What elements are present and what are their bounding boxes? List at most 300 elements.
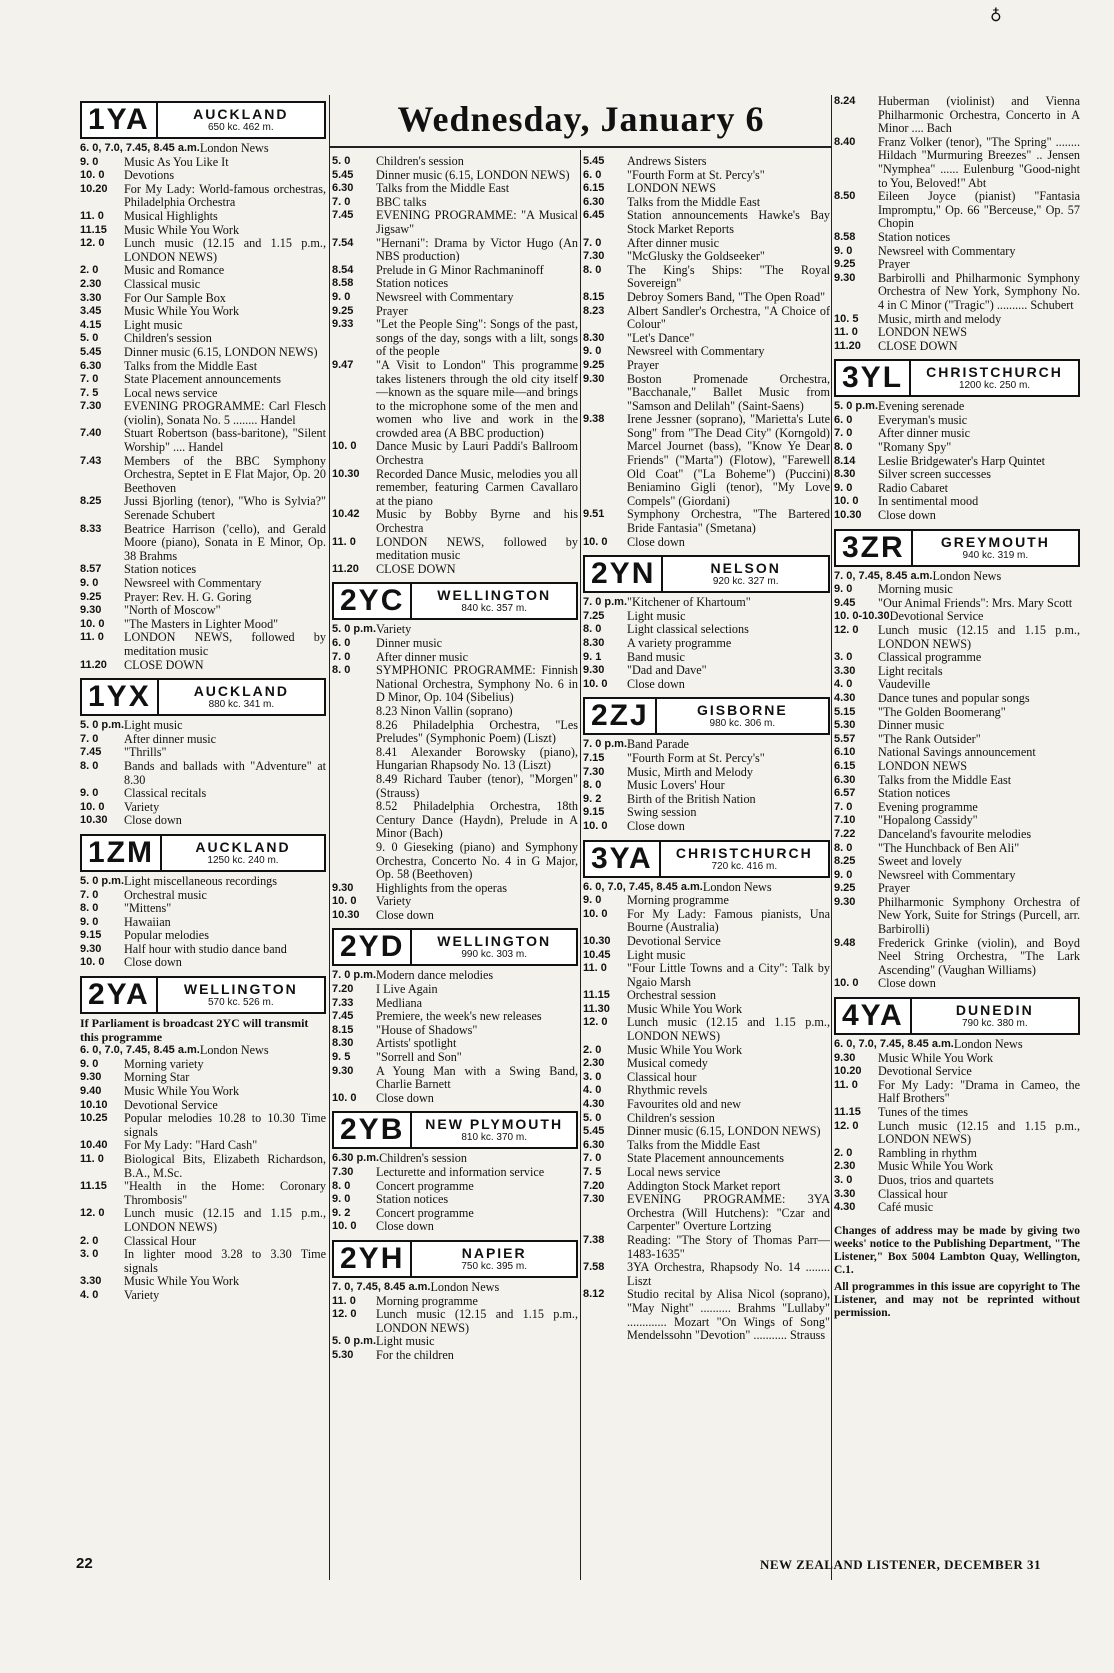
programme-entry [583, 169, 830, 183]
station-city: WELLINGTON [437, 933, 552, 950]
programme-time: 9. 0 [834, 583, 853, 596]
programme-title: Music, mirth and melody [878, 311, 1002, 326]
programme-time: 7.33 [332, 996, 354, 1009]
programme-time: 12. 0 [834, 624, 859, 636]
programme-entry [332, 623, 578, 637]
station-frequency: 1200 kc. 250 m. [958, 380, 1031, 392]
programme-entry [332, 1207, 578, 1221]
programme-entry [583, 1234, 830, 1261]
programme-entry [834, 787, 1080, 801]
programme-time: 10.40 [80, 1139, 108, 1152]
programme-time: 8. 0 [332, 664, 351, 677]
programme-time [332, 800, 376, 841]
programme-entry [834, 855, 1080, 869]
programme-title: Dinner music (6.15, LONDON NEWS) [627, 1124, 821, 1139]
programme-title: Everyman's music [878, 412, 968, 427]
station-frequency: 720 kc. 416 m. [711, 860, 778, 872]
programme-title: Symphony Orchestra, "The Bartered Bride Fantasia" (Smetana) [627, 507, 830, 536]
station-city: NEW PLYMOUTH [425, 1116, 564, 1133]
programme-title: Rambling in rhythm [878, 1145, 977, 1160]
programme-time: 7. 0 [332, 195, 351, 208]
programme-title: Local news service [124, 385, 218, 400]
programme-entry [834, 692, 1080, 706]
station-frequency: 920 kc. 327 m. [712, 576, 779, 588]
programme-title: Music As You Like It [124, 154, 229, 169]
station-header [80, 976, 326, 1014]
column-divider [329, 95, 330, 1580]
programme-entry [80, 760, 326, 787]
programme-time: 10. 0 [583, 819, 608, 832]
programme-title: Sweet and lovely [878, 854, 962, 869]
station-section [834, 529, 1080, 991]
programme-title: Variety [124, 799, 160, 814]
programme-entry [332, 1281, 578, 1295]
programme-entry [583, 935, 830, 949]
programme-title: Silver screen successes [878, 467, 992, 482]
programme-title: Leslie Bridgewater's Harp Quintet [878, 453, 1046, 468]
programme-title: Hawaiian [124, 914, 171, 929]
programme-entry [834, 842, 1080, 856]
programme-title: Music, Mirth and Melody [627, 764, 753, 779]
programme-time: 7. 0 [80, 888, 99, 901]
programme-entry [834, 896, 1080, 937]
programme-time [332, 746, 376, 773]
programme-title: Close down [627, 818, 685, 833]
programme-title: Premiere, the week's new releases [376, 1009, 542, 1024]
programme-title: London News [430, 1279, 500, 1294]
programme-title: LONDON NEWS, followed by meditation music [376, 534, 578, 563]
programme-entry [80, 1085, 326, 1099]
station-section [80, 834, 326, 970]
programme-time: 4.30 [834, 1201, 856, 1214]
programme-time: 9.30 [332, 881, 354, 894]
programme-time: 5. 0 [332, 155, 351, 167]
programme-time: 6. 0, 7.0, 7.45, 8.45 a.m. [583, 880, 703, 893]
programme-title: Light music [124, 718, 183, 733]
programme-time: 8.50 [834, 190, 856, 203]
programme-title: Music While You Work [124, 304, 240, 319]
programme-title: Andrews Sisters [627, 155, 707, 168]
programme-title: Tunes of the times [878, 1105, 968, 1119]
station-section [583, 555, 830, 691]
programme-entry [332, 664, 578, 705]
programme-time: 12. 0 [80, 1207, 105, 1220]
station-frequency: 810 kc. 370 m. [461, 1132, 527, 1144]
programme-entry [834, 977, 1080, 991]
programme-entry [80, 373, 326, 387]
programme-entry [80, 787, 326, 801]
programme-title: EVENING PROGRAMME: Carl Flesch (violin), Sonata No. 5 ........ Handel [124, 399, 326, 427]
programme-title: "The Hunchback of Ben Ali" [878, 840, 1020, 855]
station-callsign: 1ZM [82, 836, 162, 870]
programme-title: Talks from the Middle East [627, 1137, 761, 1152]
programme-title: Popular melodies 10.28 to 10.30 Time signals [124, 1111, 326, 1139]
programme-time: 7. 0, 7.45, 8.45 a.m. [332, 1280, 431, 1293]
programme-title: 8.23 Ninon Vallin (soprano) [376, 703, 513, 718]
programme-time: 8. 0 [80, 902, 99, 915]
programme-entry [583, 908, 830, 935]
programme-time: 9. 0 [80, 577, 99, 589]
programme-title: Medliana [376, 995, 423, 1010]
programme-time: 11.15 [80, 1180, 107, 1193]
programme-time: 6. 0, 7.0, 7.45, 8.45 a.m. [80, 142, 200, 154]
programme-time: 6.30 [80, 359, 102, 372]
page-title: Wednesday, January 6 [397, 99, 765, 139]
programme-entry [80, 1248, 326, 1275]
programme-time: 9.48 [834, 936, 856, 949]
programme-time: 5. 0 p.m. [834, 400, 879, 413]
programme-entry [332, 909, 578, 923]
programme-entry [583, 1098, 830, 1112]
programme-title: Music While You Work [627, 1042, 743, 1057]
programme-entry [834, 570, 1080, 584]
programme-time: 10. 0 [332, 440, 357, 453]
programme-time: 10.30 [834, 509, 862, 522]
programme-entry [80, 1275, 326, 1289]
programme-entry [80, 1044, 326, 1058]
programme-entry [583, 962, 830, 989]
programme-time: 10. 0 [332, 1220, 357, 1233]
programme-time: 9. 5 [332, 1051, 351, 1064]
programme-entry [583, 1084, 830, 1098]
programme-time: 8.58 [332, 277, 354, 290]
programme-title: Close down [627, 534, 685, 549]
programme-time: 11. 0 [583, 962, 607, 975]
programme-entry [834, 482, 1080, 496]
programme-entry [583, 1152, 830, 1166]
programme-entry [80, 427, 326, 454]
programme-title: Close down [124, 813, 182, 828]
programme-entry [332, 536, 578, 563]
programme-time: 4. 0 [834, 678, 853, 691]
programme-time: 5.45 [332, 168, 354, 181]
programme-entry [332, 1051, 578, 1065]
station-callsign: 4YA [836, 999, 912, 1033]
programme-entry [583, 155, 830, 169]
programme-entry [332, 705, 578, 719]
programme-entry [583, 291, 830, 305]
programme-title: Danceland's favourite melodies [878, 826, 1032, 841]
programme-entry [80, 801, 326, 815]
station-header [332, 1111, 578, 1149]
programme-entry [834, 245, 1080, 259]
programme-entry [834, 801, 1080, 815]
programme-title: Favourites old and new [627, 1097, 742, 1112]
station-header [583, 697, 830, 735]
programme-entry [332, 468, 578, 509]
programme-title: "North of Moscow" [124, 603, 221, 618]
station-callsign: 3YA [585, 842, 661, 876]
programme-title: Variety [376, 622, 412, 637]
programme-time: 7. 0 p.m. [583, 596, 628, 609]
programme-entry [332, 359, 578, 441]
programme-time: 11.20 [834, 339, 861, 352]
programme-time: 5.30 [332, 1348, 354, 1361]
programme-title: Classical music [124, 276, 201, 291]
programme-time: 8.30 [834, 468, 856, 481]
programme-time: 8.24 [834, 95, 856, 107]
programme-time: 12. 0 [583, 1016, 608, 1029]
station-city: AUCKLAND [193, 106, 289, 122]
copyright-notice: All programmes in this issue are copyright to The Listener, and may not be reprinted without permission. [834, 1280, 1080, 1319]
programme-time: 6.15 [583, 182, 605, 195]
station-info [657, 699, 828, 733]
programme-time: 11. 0 [80, 1153, 104, 1165]
programme-title: Eileen Joyce (pianist) "Fantasia Impromptu," Op. 66 "Berceuse," Op. 57 Chopin [878, 189, 1080, 231]
programme-time: 7.22 [834, 827, 856, 840]
programme-time: 7. 5 [80, 386, 99, 399]
programme-title: Café music [878, 1200, 934, 1215]
station-city: DUNEDIN [955, 1002, 1034, 1019]
programme-title: "Fourth Form at St. Percy's" [627, 167, 765, 182]
programme-entry [583, 1044, 830, 1058]
programme-title: BBC talks [376, 194, 427, 209]
programme-entry [332, 1335, 578, 1349]
programme-title: "McGlusky the Goldseeker" [627, 249, 765, 264]
programme-title: Radio Cabaret [878, 480, 949, 495]
programme-title: Station notices [878, 786, 951, 801]
programme-entry [332, 1010, 578, 1024]
programme-time: 6.30 [583, 1138, 605, 1151]
programme-title: Local news service [627, 1165, 721, 1179]
programme-time: 9. 1 [583, 650, 602, 663]
station-section [583, 840, 830, 1343]
corner-mark: ♁ [990, 6, 1002, 25]
programme-title: Lecturette and information service [376, 1165, 545, 1179]
programme-title: Light music [627, 947, 686, 962]
programme-entry [80, 956, 326, 970]
programme-entry [80, 1071, 326, 1085]
programme-time: 9. 0 [834, 481, 853, 494]
programme-entry [583, 237, 830, 251]
programme-title: Lunch music (12.15 and 1.15 p.m., LONDON NEWS) [124, 236, 326, 264]
station-callsign: 2YA [82, 978, 158, 1012]
programme-time: 2.30 [834, 1160, 856, 1173]
programme-entry [332, 1024, 578, 1038]
station-info [912, 999, 1078, 1033]
programme-title: Devotional Service [889, 609, 984, 624]
programme-title: Dinner music [878, 718, 945, 733]
programme-time: 10.30 [80, 814, 108, 827]
programme-entry [80, 278, 326, 292]
programme-title: Dance Music by Lauri Paddi's Ballroom Orchestra [376, 439, 578, 468]
programme-title: Concert programme [376, 1178, 474, 1193]
programme-title: Classical hour [627, 1069, 697, 1084]
programme-title: A Young Man with a Swing Band, Charlie Barnett [376, 1063, 578, 1092]
programme-entry [332, 882, 578, 896]
programme-entry [834, 828, 1080, 842]
programme-entry [834, 414, 1080, 428]
programme-time: 7.15 [583, 751, 605, 764]
programme-entry [332, 637, 578, 651]
station-section [332, 928, 578, 1105]
programme-entry [80, 604, 326, 618]
programme-entry [80, 1112, 326, 1139]
programme-title: "The Rank Outsider" [878, 731, 981, 746]
programme-time: 9.30 [583, 664, 605, 677]
programme-title: 9. 0 Gieseking (piano) and Symphony Orchestra, Concerto No. 4 in G Major, Op. 58 (Beethoven) [376, 839, 578, 882]
programme-entry [834, 326, 1080, 340]
programme-time: 7.54 [332, 236, 354, 249]
station-callsign: 3YL [836, 361, 911, 395]
station-frequency: 880 kc. 341 m. [208, 699, 275, 711]
programme-title: Boston Promenade Orchestra, "Bacchanale," Ballet Music from "Samson and Delilah" (Saint-Saens) [627, 371, 830, 413]
programme-time: 10. 5 [834, 312, 859, 325]
programme-title: EVENING PROGRAMME: "A Musical Jigsaw" [376, 208, 578, 236]
programme-time: 9.30 [834, 895, 856, 908]
programme-title: For Our Sample Box [124, 290, 226, 305]
programme-entry [834, 1106, 1080, 1120]
station-info [661, 842, 828, 876]
programme-entry [834, 665, 1080, 679]
programme-time: 5.45 [583, 1125, 605, 1138]
programme-time: 3.45 [80, 305, 102, 318]
station-info [663, 557, 828, 591]
programme-title: Talks from the Middle East [376, 181, 510, 196]
column-4 [834, 95, 1080, 1320]
programme-title: Vaudeville [878, 677, 931, 692]
programme-time: 8. 0 [583, 779, 602, 792]
programme-time: 5. 0 p.m. [80, 874, 125, 887]
programme-entry [834, 651, 1080, 665]
programme-entry [834, 1052, 1080, 1066]
programme-time: 9. 0 [583, 345, 602, 358]
programme-time: 8.15 [583, 290, 605, 303]
programme-entry [583, 1261, 830, 1288]
programme-time: 7.30 [332, 1166, 354, 1178]
footer-masthead: NEW ZEALAND LISTENER, DECEMBER 31 [760, 1557, 1042, 1572]
programme-title: Newsreel with Commentary [878, 243, 1016, 258]
programme-time: 7. 0 [80, 732, 99, 745]
programme-time: 8.58 [834, 230, 856, 243]
programme-title: Reading: "The Story of Thomas Parr—1483-1635" [627, 1232, 830, 1261]
station-frequency: 650 kc. 462 m. [208, 122, 274, 133]
programme-title: Dinner music (6.15, LONDON NEWS) [376, 167, 570, 182]
programme-time [332, 719, 376, 746]
programme-time: 9.15 [583, 806, 605, 819]
station-frequency: 980 kc. 306 m. [709, 718, 776, 730]
programme-entry [834, 882, 1080, 896]
programme-entry [332, 1180, 578, 1194]
programme-entry [583, 766, 830, 780]
programme-title: Station announcements Hawke's Bay Stock Market Reports [627, 208, 830, 236]
programme-entry [80, 1235, 326, 1249]
station-info [412, 1113, 576, 1147]
programme-entry [834, 1188, 1080, 1202]
station-section [332, 1240, 578, 1363]
programme-time: 6.30 [583, 195, 605, 208]
programme-title: Musical comedy [627, 1056, 708, 1071]
programme-entry [80, 224, 326, 238]
programme-title: Station notices [376, 276, 449, 291]
programme-entry [332, 841, 578, 882]
programme-entry [332, 182, 578, 196]
station-info [412, 1242, 576, 1276]
programme-entry [332, 1349, 578, 1363]
programme-title: Music by Bobby Byrne and his Orchestra [376, 507, 578, 536]
programme-title: Recorded Dance Music, melodies you all remember, featuring Carmen Cavallaro at the piano [376, 466, 578, 508]
station-city: NAPIER [461, 1244, 527, 1261]
programme-time: 10. 0 [332, 895, 357, 908]
programme-entry [834, 774, 1080, 788]
programme-time: 2. 0 [80, 264, 99, 277]
station-header [80, 101, 326, 139]
programme-entry [583, 1139, 830, 1153]
programme-time: 5. 0 [80, 332, 99, 345]
programme-entry [80, 346, 326, 360]
station-frequency: 570 kc. 526 m. [208, 997, 274, 1009]
programme-title: A variety programme [627, 636, 732, 650]
programme-title: I Live Again [376, 982, 438, 997]
column-divider [831, 95, 832, 1580]
station-callsign: 2YC [334, 584, 412, 618]
programme-title: "Mittens" [124, 901, 172, 916]
programme-time: 9. 0 [834, 244, 853, 257]
programme-time [332, 773, 376, 800]
programme-title: 8.41 Alexander Borowsky (piano), Hungarian Rhapsody No. 13 (Liszt) [376, 744, 578, 773]
programme-time: 4. 0 [583, 1084, 602, 1097]
programme-time: 11.20 [80, 658, 107, 671]
programme-entry [332, 983, 578, 997]
programme-title: Orchestral session [627, 988, 717, 1003]
programme-entry [80, 618, 326, 632]
programme-time: 6.57 [834, 787, 856, 800]
programme-entry [834, 719, 1080, 733]
change-of-address-notice: Changes of address may be made by giving two weeks' notice to the Publishing Department, "The Listener," Box 5004 Lambton Quay, Wellington, C.1. [834, 1224, 1080, 1276]
programme-time: 2.30 [583, 1057, 605, 1070]
programme-entry [583, 1016, 830, 1043]
programme-entry [583, 1003, 830, 1017]
programme-entry [332, 773, 578, 800]
programme-entry [583, 345, 830, 359]
station-section [80, 678, 326, 828]
programme-time: 5. 0 p.m. [332, 623, 377, 636]
programme-entry [80, 523, 326, 564]
programme-title: "Hernani": Drama by Victor Hugo (An NBS production) [376, 235, 578, 264]
programme-entry [332, 508, 578, 535]
programme-time: 5.30 [834, 719, 856, 732]
programme-time: 7.30 [583, 250, 605, 263]
programme-entry [80, 943, 326, 957]
station-callsign: 3ZR [836, 531, 913, 565]
programme-entry [80, 733, 326, 747]
programme-time: 9. 0 [583, 894, 602, 907]
programme-title: Birth of the British Nation [627, 791, 756, 806]
programme-title: Children's session [379, 1151, 467, 1166]
programme-entry [583, 1193, 830, 1234]
programme-time: 9.30 [583, 372, 605, 385]
programme-entry [583, 806, 830, 820]
programme-entry [583, 508, 830, 535]
programme-title: Talks from the Middle East [878, 772, 1012, 787]
title-rule [330, 146, 832, 148]
programme-time: 7.58 [583, 1261, 605, 1274]
programme-title: For My Lady: "Drama in Cameo, the Half Brothers" [878, 1077, 1080, 1106]
programme-title: Lunch music (12.15 and 1.15 p.m., LONDON NEWS) [376, 1307, 578, 1335]
programme-time: 10.30 [583, 934, 611, 947]
programme-title: After dinner music [878, 426, 971, 441]
programme-title: Morning programme [627, 893, 729, 908]
programme-title: Barbirolli and Philharmonic Symphony Orchestra of New York, Symphony No. 4 in C Minor ("Tragic") .......... Schubert [878, 270, 1080, 312]
programme-entry [834, 597, 1080, 611]
programme-title: Evening serenade [878, 399, 965, 414]
programme-entry [834, 136, 1080, 190]
programme-time: 9.38 [583, 413, 605, 426]
programme-time [332, 841, 376, 882]
programme-time: 7.40 [80, 427, 102, 440]
programme-title: Light music [376, 1334, 435, 1349]
programme-title: Light recitals [878, 663, 943, 678]
